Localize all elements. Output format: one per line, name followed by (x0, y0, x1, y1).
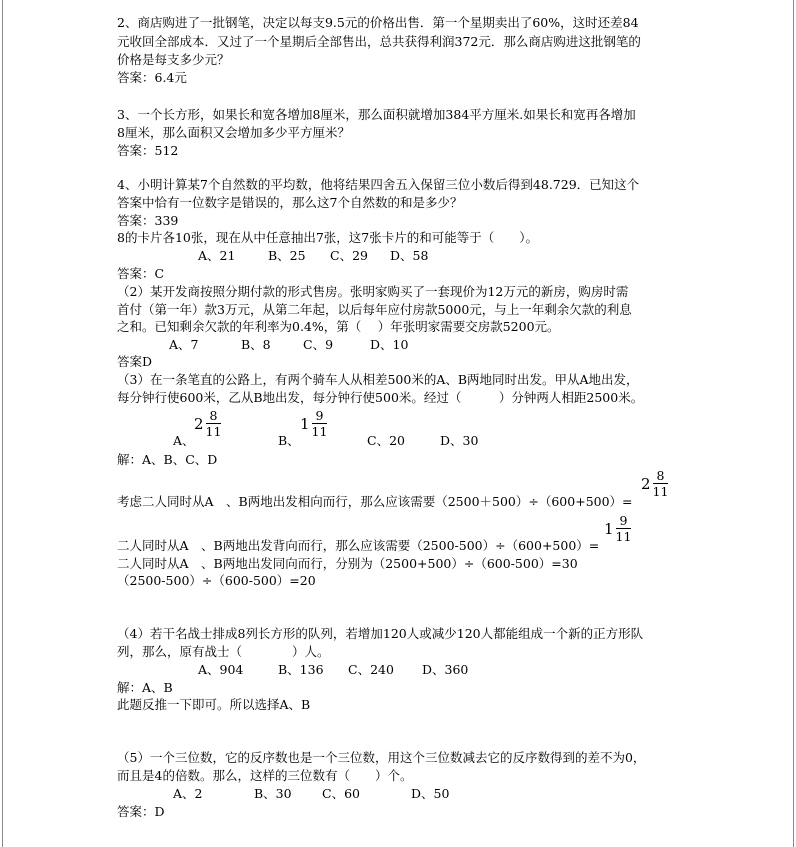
p5-option-a: A、2 (173, 786, 203, 801)
p3-option-b: B、 (278, 433, 300, 448)
fraction-whole: 2 (194, 414, 204, 433)
p3-line-1: （3）在一条笔直的公路上，有两个骑车人从相差500米的A、B两地同时出发。甲从A地出发， (117, 372, 639, 387)
fraction-numerator: 9 (315, 408, 324, 423)
card-question: 8的卡片各10张，现在从中任意抽出7张，这7张卡片的和可能等于（ ）。 (117, 230, 539, 245)
page-border-right (793, 0, 794, 847)
q3-line-1: 3、一个长方形，如果长和宽各增加8厘米，那么面积就增加384平方厘米.如果长和宽再各增加 (117, 107, 636, 122)
card-option-c: C、29 (330, 248, 368, 263)
q3-line-2: 8厘米，那么面积又会增加多少平方厘米？ (117, 125, 350, 140)
p4-option-c: C、240 (348, 662, 394, 677)
q2-line-3: 价格是每支多少元？ (117, 52, 230, 67)
p4-option-b: B、136 (278, 662, 324, 677)
p2-line-2: 首付（第一年）款3万元，从第二年起，以后每年应付房款5000元，与上一年剩余欠款的利息 (117, 302, 632, 317)
p5-answer: 答案：D (117, 804, 165, 819)
card-option-b: B、25 (268, 248, 306, 263)
fraction-whole: 1 (604, 519, 614, 538)
fraction-1-9-11-explain (604, 514, 631, 543)
fraction-numerator: 8 (209, 408, 218, 423)
fraction-2-8-11 (194, 409, 221, 438)
fraction-whole: 2 (641, 474, 651, 493)
p3-line-2: 每分钟行使600米，乙从B地出发，每分钟行使500米。经过（ ）分钟两人相距2500米。 (117, 390, 644, 405)
p3-explain-1: 考虑二人同时从A 、B两地出发相向而行，那么应该需要（2500＋500）÷（600+500）= (117, 494, 633, 509)
p3-explain-3: 二人同时从A 、B两地出发同向而行，分别为（2500+500）÷（600-500）=30 (117, 556, 578, 571)
p2-option-a: A、7 (169, 337, 199, 352)
p3-explain-4: （2500-500）÷（600-500）=20 (117, 573, 316, 588)
fraction-numerator: 8 (656, 468, 665, 483)
p5-option-c: C、60 (322, 786, 360, 801)
p4-solution: 解：A、B (117, 680, 173, 695)
fraction-denominator: 11 (652, 484, 669, 499)
fraction-2-8-11-explain (641, 469, 668, 498)
p4-explain: 此题反推一下即可。所以选择A、B (117, 697, 311, 712)
p5-line-1: （5）一个三位数，它的反序数也是一个三位数，用这个三位数减去它的反序数得到的差不为0， (117, 750, 646, 765)
q4-line-2: 答案中恰有一位数字是错误的，那么这7个自然数的和是多少？ (117, 195, 463, 210)
fraction-whole: 1 (300, 414, 310, 433)
fraction-numerator: 9 (619, 513, 628, 528)
p3-option-c: C、20 (367, 433, 405, 448)
p2-option-c: C、9 (303, 337, 334, 352)
p5-option-d: D、50 (411, 786, 450, 801)
p3-solution: 解：A、B、C、D (117, 452, 218, 467)
q3-answer: 答案：512 (117, 143, 179, 158)
p2-line-1: （2）某开发商按照分期付款的形式售房。张明家购买了一套现价为12万元的新房，购房时需 (117, 284, 629, 299)
p2-option-b: B、8 (241, 337, 271, 352)
p4-option-a: A、904 (198, 662, 244, 677)
q4-answer: 答案：339 (117, 213, 179, 228)
p4-line-2: 列，那么，原有战士（ ）人。 (117, 644, 330, 659)
p5-line-2: 而且是4的倍数。那么，这样的三位数有（ ）个。 (117, 768, 413, 783)
fraction-denominator: 11 (311, 424, 328, 439)
card-option-d: D、58 (390, 248, 429, 263)
p2-option-d: D、10 (370, 337, 409, 352)
q2-answer: 答案：6.4元 (117, 70, 187, 85)
p3-option-a: A、 (173, 433, 195, 448)
q4-line-1: 4、小明计算某7个自然数的平均数，他将结果四舍五入保留三位小数后得到48.729．已知这个 (117, 177, 640, 192)
p2-line-3: 之和。已知剩余欠款的年利率为0.4%，第（ ）年张明家需要交房款5200元。 (117, 319, 560, 334)
fraction-denominator: 11 (205, 424, 222, 439)
q2-line-1: 2、商店购进了一批钢笔，决定以每支9.5元的价格出售．第一个星期卖出了60%，这时还差84 (117, 15, 639, 30)
p2-answer: 答案D (117, 354, 153, 369)
fraction-denominator: 11 (615, 529, 632, 544)
p5-option-b: B、30 (254, 786, 292, 801)
p3-explain-2: 二人同时从A 、B两地出发背向而行，那么应该需要（2500-500）÷（600+500）= (117, 538, 600, 553)
p4-line-1: （4）若干名战士排成8列长方形的队列，若增加120人或减少120人都能组成一个新的正方形队 (117, 626, 644, 641)
page-border-left (2, 0, 3, 847)
q2-line-2: 元收回全部成本．又过了一个星期后全部售出，总共获得利润372元．那么商店购进这批钢笔的 (117, 34, 641, 49)
card-option-a: A、21 (198, 248, 236, 263)
p4-option-d: D、360 (422, 662, 469, 677)
fraction-1-9-11 (300, 409, 327, 438)
p3-option-d: D、30 (440, 433, 479, 448)
card-answer: 答案：C (117, 266, 165, 281)
